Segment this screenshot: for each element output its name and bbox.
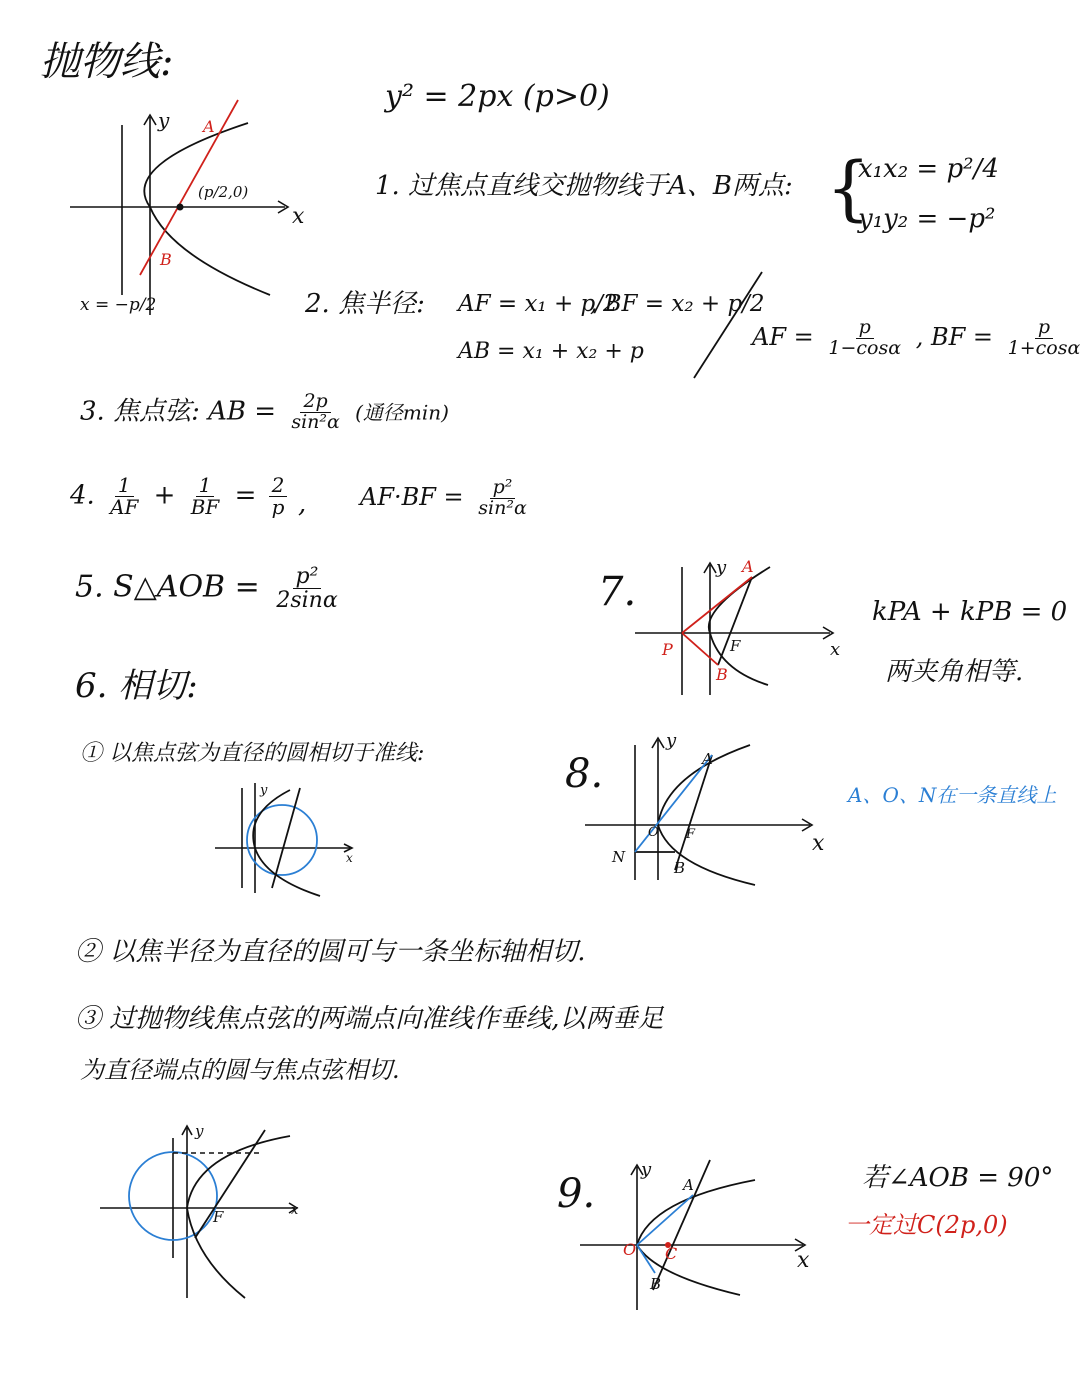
y-label: y	[641, 1159, 652, 1180]
af-alt-fraction	[825, 318, 904, 359]
item4-n1: 1	[115, 475, 134, 497]
y-label: y	[666, 730, 677, 751]
item2-af: AF = x₁ + p/2	[458, 291, 618, 317]
item3-lhs: AB =	[208, 396, 277, 427]
focus-label: F	[213, 1208, 224, 1226]
figure-focal-chord	[60, 95, 320, 325]
brace-glyph: {	[826, 147, 871, 229]
focus-label: (p/2,0)	[198, 183, 249, 201]
item4-frac2	[188, 475, 223, 518]
origin-label: O	[648, 825, 659, 840]
item5-den: 2sinα	[276, 588, 338, 614]
point-a-label: A	[702, 750, 713, 768]
item6-sub1: ① 以焦点弦为直径的圆相切于准线:	[80, 741, 425, 766]
af-alt-den: 1−cosα	[828, 336, 902, 359]
x-label: x	[830, 639, 841, 660]
bf-alt-lhs: , BF =	[915, 322, 993, 351]
item1-result-1: x₁x₂ = p²/4	[858, 154, 999, 184]
item4-plus: +	[153, 480, 176, 511]
item4-product	[360, 478, 534, 519]
y-label: y	[716, 557, 727, 578]
point-a-label: A	[683, 1176, 694, 1194]
item4-n4: p²	[490, 478, 516, 499]
focal-chord-circle	[247, 805, 317, 875]
item2-ab: AB = x₁ + x₂ + p	[458, 339, 644, 364]
af-alt-num: p	[856, 318, 874, 339]
item8-label: 8.	[565, 751, 604, 797]
point-p-label: P	[662, 640, 673, 659]
item9-result-2: 一定过C(2p,0)	[845, 1211, 1008, 1239]
bf-alt-fraction	[1005, 318, 1080, 359]
figure-item7	[630, 555, 850, 700]
item6-sub3-line1: ③ 过抛物线焦点弦的两端点向准线作垂线,以两垂足	[75, 1004, 664, 1034]
item4-d4: sin²α	[478, 496, 527, 519]
af-alt-lhs: AF =	[752, 322, 814, 351]
item2-bf: , BF = x₂ + p/2	[590, 291, 765, 317]
bf-alt-den: 1+cosα	[1007, 336, 1080, 359]
point-b-label: B	[674, 859, 686, 877]
line-ano	[635, 755, 712, 852]
focus-point	[177, 204, 184, 211]
item4-frac4	[475, 478, 530, 519]
x-label: x	[812, 831, 825, 856]
point-n-label: N	[612, 848, 626, 866]
item4-frac1	[107, 475, 141, 518]
figure-item6-3	[95, 1118, 315, 1303]
item2-label: 2. 焦半径:	[305, 289, 425, 319]
item5-num: p²	[293, 565, 322, 589]
y-label: y	[260, 783, 268, 798]
parabola-equation: y² = 2px (p>0)	[385, 79, 610, 114]
point-c-label: C	[665, 1244, 678, 1263]
item3-num: 2p	[300, 392, 330, 413]
item4-d1: AF	[110, 495, 139, 519]
y-label: y	[195, 1122, 204, 1140]
item3-note: (通径min)	[355, 400, 449, 425]
item7-result-1: kPA + kPB = 0	[872, 597, 1068, 627]
item8-note: A、O、N在一条直线上	[848, 783, 1057, 807]
figure-item6-1	[210, 778, 360, 898]
item9-label: 9.	[557, 1171, 596, 1217]
x-label: x	[291, 1203, 299, 1218]
chord-line	[653, 1160, 710, 1290]
point-b-label: B	[716, 665, 728, 684]
point-b-label: B	[160, 250, 172, 269]
item5-label: 5.	[75, 569, 104, 605]
parabola-curve	[144, 123, 270, 295]
x-label: x	[797, 1248, 810, 1273]
item4-d3: p	[271, 495, 285, 519]
item7-result-2: 两夹角相等.	[885, 657, 1024, 687]
figure-item8	[580, 730, 840, 890]
item4-formula	[70, 475, 291, 518]
point-a-label: A	[203, 117, 215, 136]
item5-lhs: S△AOB =	[113, 569, 260, 605]
line-pb	[682, 633, 718, 665]
x-label: x	[346, 851, 353, 865]
origin-label: O	[623, 1240, 637, 1259]
point-b-label: B	[650, 1275, 662, 1293]
page-title: 抛物线:	[40, 39, 174, 85]
item4-lhs2: AF·BF =	[360, 482, 464, 511]
item3-formula	[80, 392, 449, 433]
line-ob	[637, 1245, 655, 1273]
item1-result-2: y₁y₂ = −p²	[858, 204, 996, 234]
item6-sub3-line2: 为直径端点的圆与焦点弦相切.	[80, 1056, 400, 1084]
chord-line	[195, 1130, 265, 1238]
item6-sub2: ② 以焦半径为直径的圆可与一条坐标轴相切.	[75, 937, 586, 967]
item4-n2: 1	[196, 475, 215, 497]
item5-fraction	[273, 565, 340, 612]
item4-label: 4.	[70, 480, 95, 511]
figure-item9	[575, 1155, 820, 1315]
bf-alt-num: p	[1035, 318, 1053, 339]
af-alt-formula	[752, 318, 1080, 359]
item4-d2: BF	[190, 495, 220, 519]
item4-frac3	[269, 475, 288, 518]
item3-den: sin²α	[291, 410, 340, 433]
item7-label: 7.	[598, 569, 637, 615]
y-label: y	[158, 108, 170, 132]
item3-fraction	[288, 392, 343, 433]
focus-label: F	[686, 827, 696, 842]
x-label: x	[292, 204, 305, 229]
item4-comma: ,	[298, 489, 307, 519]
point-a-label: A	[742, 557, 754, 576]
item4-eq: =	[234, 480, 257, 511]
directrix-label: x = −p/2	[80, 295, 157, 315]
item4-n3: 2	[269, 475, 288, 497]
item1-text: 1. 过焦点直线交抛物线于A、B两点:	[375, 171, 793, 201]
focus-label: F	[730, 637, 741, 655]
item3-label: 3. 焦点弦:	[80, 396, 200, 427]
item6-label: 6. 相切:	[75, 666, 198, 706]
item9-result-1: 若∠AOB = 90°	[862, 1163, 1054, 1193]
parabola-curve	[187, 1136, 290, 1298]
item5-formula	[75, 565, 345, 612]
